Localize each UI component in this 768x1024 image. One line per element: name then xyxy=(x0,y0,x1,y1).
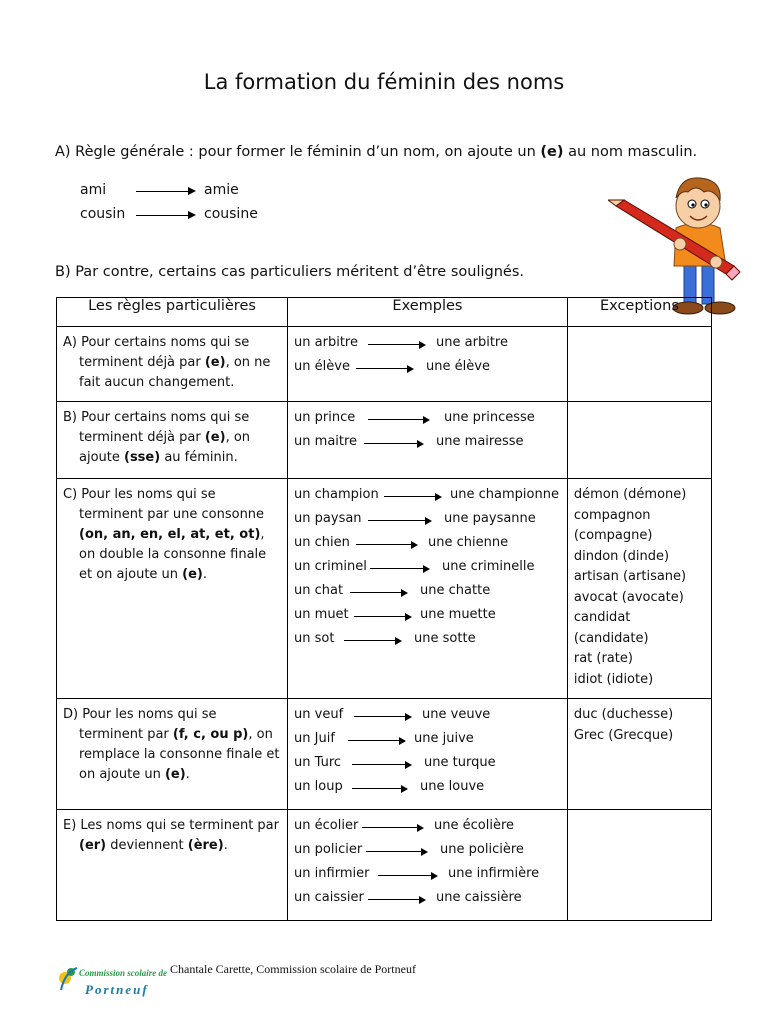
exception-item: candidat (candidate) xyxy=(573,610,649,646)
exception-item: compagnon xyxy=(573,507,651,523)
examples-cell xyxy=(288,479,568,699)
table-row xyxy=(57,810,712,921)
example-pair: un maitre une mairesse xyxy=(294,434,524,449)
exception-item: rat (rate) xyxy=(573,651,633,666)
rule-cell: D) Pour les noms qui se terminent par (f, c, ou p), on remplace la consonne finale et on ajoute un (e). xyxy=(57,699,288,810)
exception-item: démon (démone) xyxy=(573,487,687,502)
table-row xyxy=(57,402,712,479)
arrow-icon xyxy=(352,788,406,789)
rule-cell: A) Pour certains noms qui se terminent déjà par (e), on ne fait aucun changement. xyxy=(57,327,288,402)
example-pair: un paysan une paysanne xyxy=(294,511,536,526)
arrow-icon xyxy=(344,640,400,641)
example-pair: un Turc une turque xyxy=(294,755,496,770)
rule-cell: C) Pour les noms qui se terminent par une consonne (on, an, en, el, at, et, ot), on double la consonne finale et on ajoute un (e). xyxy=(57,479,288,699)
exceptions-cell xyxy=(567,402,711,479)
general-rule-ending: (e) xyxy=(540,144,564,160)
example-pair: un écolier une écolière xyxy=(294,818,515,833)
arrow-icon xyxy=(378,875,436,876)
example-pair: un criminel une criminelle xyxy=(294,559,535,574)
arrow-icon xyxy=(368,344,424,345)
example-pair: un arbitre une arbitre xyxy=(294,335,508,350)
example-pair: un sot une sotte xyxy=(294,631,476,646)
examples-cell xyxy=(288,327,568,402)
exception-item: Grec (Grecque) xyxy=(573,727,674,743)
example-pair: un infirmier une infirmière xyxy=(294,866,540,881)
rule-cell: B) Pour certains noms qui se terminent déjà par (e), on ajoute (sse) au féminin. xyxy=(57,402,288,479)
school-board-logo xyxy=(55,960,167,1004)
table-row xyxy=(57,479,712,699)
arrow-icon xyxy=(136,215,194,216)
logo-text-bottom: Portneuf xyxy=(85,982,149,997)
header-exceptions: Exceptions xyxy=(567,298,711,327)
arrow-icon xyxy=(364,443,422,444)
arrow-icon xyxy=(348,740,404,741)
header-rules: Les règles particulières xyxy=(57,298,288,327)
exception-item: duc (duchesse) xyxy=(573,707,674,722)
example-pair: un prince une princesse xyxy=(294,410,535,425)
exceptions-cell xyxy=(567,699,711,810)
arrow-icon xyxy=(362,827,422,828)
page-title: La formation du féminin des noms xyxy=(203,70,565,94)
table-row xyxy=(57,699,712,810)
arrow-icon xyxy=(368,419,428,420)
exceptions-cell xyxy=(567,327,711,402)
arrow-icon xyxy=(356,544,416,545)
example-pair: un chien une chienne xyxy=(294,535,509,550)
exception-item: idiot (idiote) xyxy=(573,671,654,687)
logo-text-top: Commission scolaire de xyxy=(79,968,167,978)
example-pair: un caissier une caissière xyxy=(294,890,522,905)
header-examples: Exemples xyxy=(288,298,568,327)
example-pair: un Juif une juive xyxy=(294,731,474,746)
examples-cell xyxy=(288,699,568,810)
footer-credit: Chantale Carette, Commission scolaire de Portneuf xyxy=(170,962,416,976)
exception-item: (compagne) xyxy=(573,528,653,543)
arrow-icon xyxy=(356,368,412,369)
example-pair: un champion une championne xyxy=(294,487,559,502)
arrow-icon xyxy=(366,851,426,852)
exceptions-cell xyxy=(567,810,711,921)
example-pair: un loup une louve xyxy=(294,779,485,794)
special-cases-intro: B) Par contre, certains cas particuliers méritent d’être soulignés. xyxy=(55,264,524,280)
rule-cell: E) Les noms qui se terminent par (er) deviennent (ère). xyxy=(57,810,288,921)
example-pair: un muet une muette xyxy=(294,607,496,622)
arrow-icon xyxy=(352,764,410,765)
exception-item: avocat (avocate) xyxy=(573,589,684,605)
example-pair: un veuf une veuve xyxy=(294,707,491,722)
arrow-icon xyxy=(354,616,410,617)
special-rules-table xyxy=(56,297,712,921)
arrow-icon xyxy=(384,496,440,497)
examples-cell xyxy=(288,402,568,479)
arrow-icon xyxy=(350,592,406,593)
table-header-row xyxy=(57,298,712,327)
exception-item: dindon (dinde) xyxy=(573,548,670,564)
arrow-icon xyxy=(368,520,430,521)
general-rule: A) Règle générale : pour former le féminin d’un nom, on ajoute un (e) au nom masculin. xyxy=(55,144,698,160)
arrow-icon xyxy=(354,716,410,717)
example-pair: un chat une chatte xyxy=(294,583,491,598)
exception-item: artisan (artisane) xyxy=(573,569,687,584)
examples-cell xyxy=(288,810,568,921)
arrow-icon xyxy=(136,191,194,192)
example-pair: un élève une élève xyxy=(294,359,490,374)
arrow-icon xyxy=(370,568,428,569)
table-row xyxy=(57,327,712,402)
exceptions-cell xyxy=(567,479,711,699)
example-pair: un policier une policière xyxy=(294,842,524,857)
arrow-icon xyxy=(368,899,424,900)
